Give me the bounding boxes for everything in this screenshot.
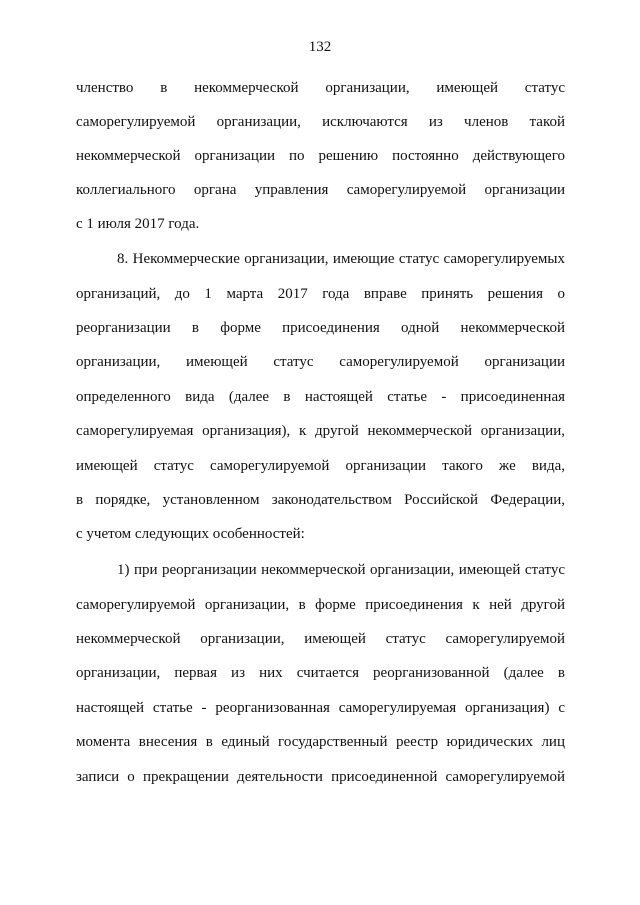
text-line: некоммерческой организации, имеющей статус саморегулируемой — [76, 631, 565, 647]
text-line: саморегулируемой организации, в форме присоединения к ней другой — [76, 597, 565, 613]
text-line: саморегулируемой организации, исключаются из членов такой — [76, 114, 565, 130]
text-line: некоммерческой организации по решению постоянно действующего — [76, 148, 565, 164]
text-line: записи о прекращении деятельности присоединенной саморегулируемой — [76, 769, 565, 785]
text-line: определенного вида (далее в настоящей статье - присоединенная — [76, 389, 565, 405]
text-line: организации, первая из них считается реорганизованной (далее в — [76, 665, 565, 681]
text-line: реорганизации в форме присоединения одной некоммерческой — [76, 320, 565, 336]
text-line: с 1 июля 2017 года. — [76, 216, 200, 232]
text-line: саморегулируемая организация), к другой некоммерческой организации, — [76, 423, 565, 439]
text-line: коллегиального органа управления саморегулируемой организации — [76, 182, 565, 198]
text-line: имеющей статус саморегулируемой организации такого же вида, — [76, 458, 565, 474]
text-line: момента внесения в единый государственный реестр юридических лиц — [76, 734, 565, 750]
text-line: настоящей статье - реорганизованная саморегулируемая организация) с — [76, 700, 565, 716]
subitem-1-first-line: 1) при реорганизации некоммерческой организации, имеющей статус — [117, 562, 565, 578]
text-line: организаций, до 1 марта 2017 года вправе принять решения о — [76, 286, 565, 302]
text-line: с учетом следующих особенностей: — [76, 526, 305, 542]
page-number: 132 — [308, 39, 332, 55]
paragraph-8-first-line: 8. Некоммерческие организации, имеющие статус саморегулируемых — [117, 251, 565, 267]
text-line: в порядке, установленном законодательством Российской Федерации, — [76, 492, 565, 508]
text-line: организации, имеющей статус саморегулируемой организации — [76, 354, 565, 370]
text-line: членство в некоммерческой организации, имеющей статус — [76, 80, 565, 96]
